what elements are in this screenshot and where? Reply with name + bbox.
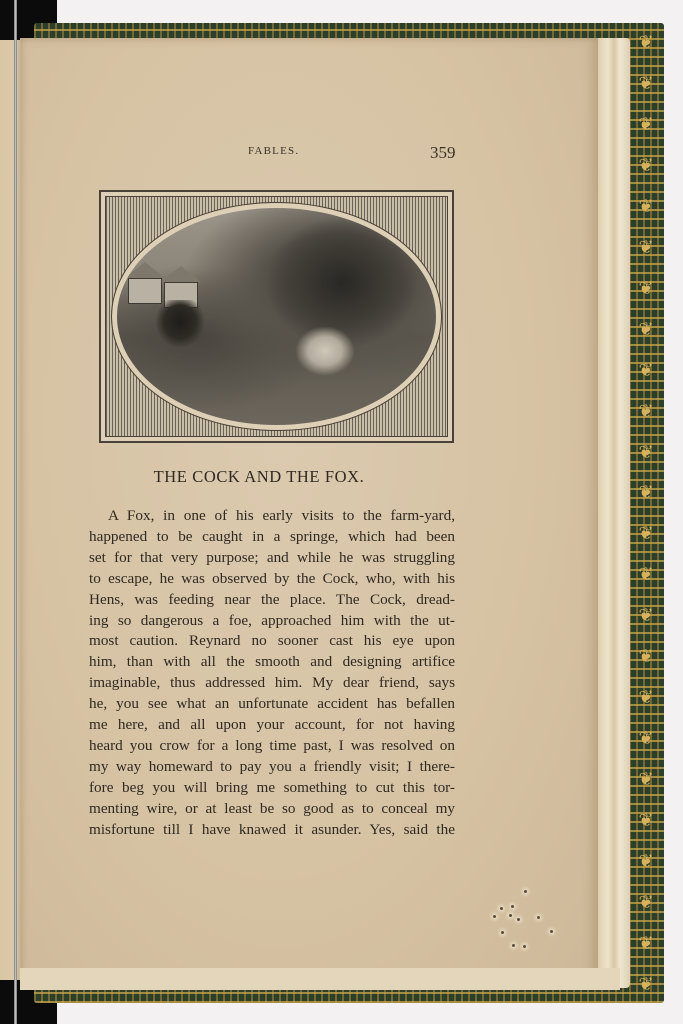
gilt-ornament-icon: ❦ (638, 236, 654, 257)
text-line: me here, and all upon your account, for not having (89, 716, 455, 734)
gilt-ornament-icon: ❦ (638, 113, 654, 134)
story-body (89, 506, 455, 841)
running-head: FABLES. (248, 145, 300, 157)
gilt-ornament-icon: ❦ (638, 359, 654, 380)
fox-graphic (295, 326, 355, 376)
foxing-spot (509, 914, 512, 917)
engraving-illustration (99, 190, 454, 443)
gilt-ornament-icon: ❦ (638, 441, 654, 462)
gilt-ornament-icon: ❦ (638, 72, 654, 93)
text-line: happened to be caught in a springe, which had been (89, 527, 455, 545)
gilt-ornament-icon: ❦ (638, 851, 654, 872)
text-line: misfortune till I have knawed it asunder. Yes, said the (89, 820, 455, 838)
gilt-ornament-icon: ❦ (638, 973, 654, 994)
gilt-ornament-icon: ❦ (638, 810, 654, 831)
gilt-ornament-icon: ❦ (638, 605, 654, 626)
cock-graphic (155, 300, 205, 348)
text-line: menting wire, or at least be so good as to conceal my (89, 799, 455, 817)
text-line: Hens, was feeding near the place. The Cock, dread- (89, 590, 455, 608)
foxing-spot (537, 916, 540, 919)
gilt-ornament-icon: ❦ (638, 195, 654, 216)
gilt-ornament-icon: ❦ (638, 523, 654, 544)
gilt-ornament-icon: ❦ (638, 932, 654, 953)
gilt-ornament-icon: ❦ (638, 728, 654, 749)
story-title: THE COCK AND THE FOX. (153, 467, 365, 486)
text-line: to escape, he was observed by the Cock, who, with his (89, 569, 455, 587)
facing-page-edge (0, 40, 20, 980)
text-line: ing so dangerous a foe, approached him with the ut- (89, 611, 455, 629)
foxing-spot (524, 890, 527, 893)
foxing-spot (517, 918, 520, 921)
foxing-spot (501, 931, 504, 934)
engraving-hatched-frame (105, 196, 448, 437)
gilt-ornament-icon: ❦ (638, 482, 654, 503)
gilt-ornament-icon: ❦ (638, 892, 654, 913)
gilt-ornament-icon: ❦ (638, 687, 654, 708)
text-line: set for that very purpose; and while he was struggling (89, 548, 455, 566)
foxing-spots (490, 885, 560, 955)
gilt-ornament-icon: ❦ (638, 400, 654, 421)
foxing-spot (523, 945, 526, 948)
foxing-spot (500, 907, 503, 910)
foxing-spot (511, 905, 514, 908)
gilt-ornament-icon: ❦ (638, 564, 654, 585)
text-line: heard you crow for a long time past, I was resolved on (89, 736, 455, 754)
text-line: him, than with all the smooth and designing artifice (89, 653, 455, 671)
text-line: imaginable, thus addressed him. My dear friend, says (89, 674, 455, 692)
gilt-ornament-icon: ❦ (638, 277, 654, 298)
farmhouse-roof-graphic (125, 262, 165, 278)
text-line: my way homeward to pay you a friendly visit; I there- (89, 757, 455, 775)
text-line: A Fox, in one of his early visits to the farm-yard, (108, 507, 455, 524)
foxing-spot (493, 915, 496, 918)
text-line: most caution. Reynard no sooner cast his eye upon (89, 632, 455, 650)
gilt-ornament-icon: ❦ (638, 646, 654, 667)
gutter-edge (14, 0, 17, 1024)
foxing-spot (550, 930, 553, 933)
farmhouse-roof-graphic (161, 266, 201, 282)
gilt-ornament-icon: ❦ (638, 769, 654, 790)
text-line: fore beg you will bring me something to cut this tor- (89, 778, 455, 796)
gilt-ornament-icon: ❦ (638, 32, 654, 52)
gilt-ornament-icon: ❦ (638, 154, 654, 175)
text-line: he, you see what an unfortunate accident has befallen (89, 695, 455, 713)
page-bottom-edge (20, 968, 620, 990)
gilt-ornament-icon: ❦ (638, 318, 654, 339)
foxing-spot (512, 944, 515, 947)
engraving-oval-scene (112, 203, 441, 430)
gilt-ornament-column (631, 33, 661, 993)
page-number: 359 (430, 143, 456, 162)
